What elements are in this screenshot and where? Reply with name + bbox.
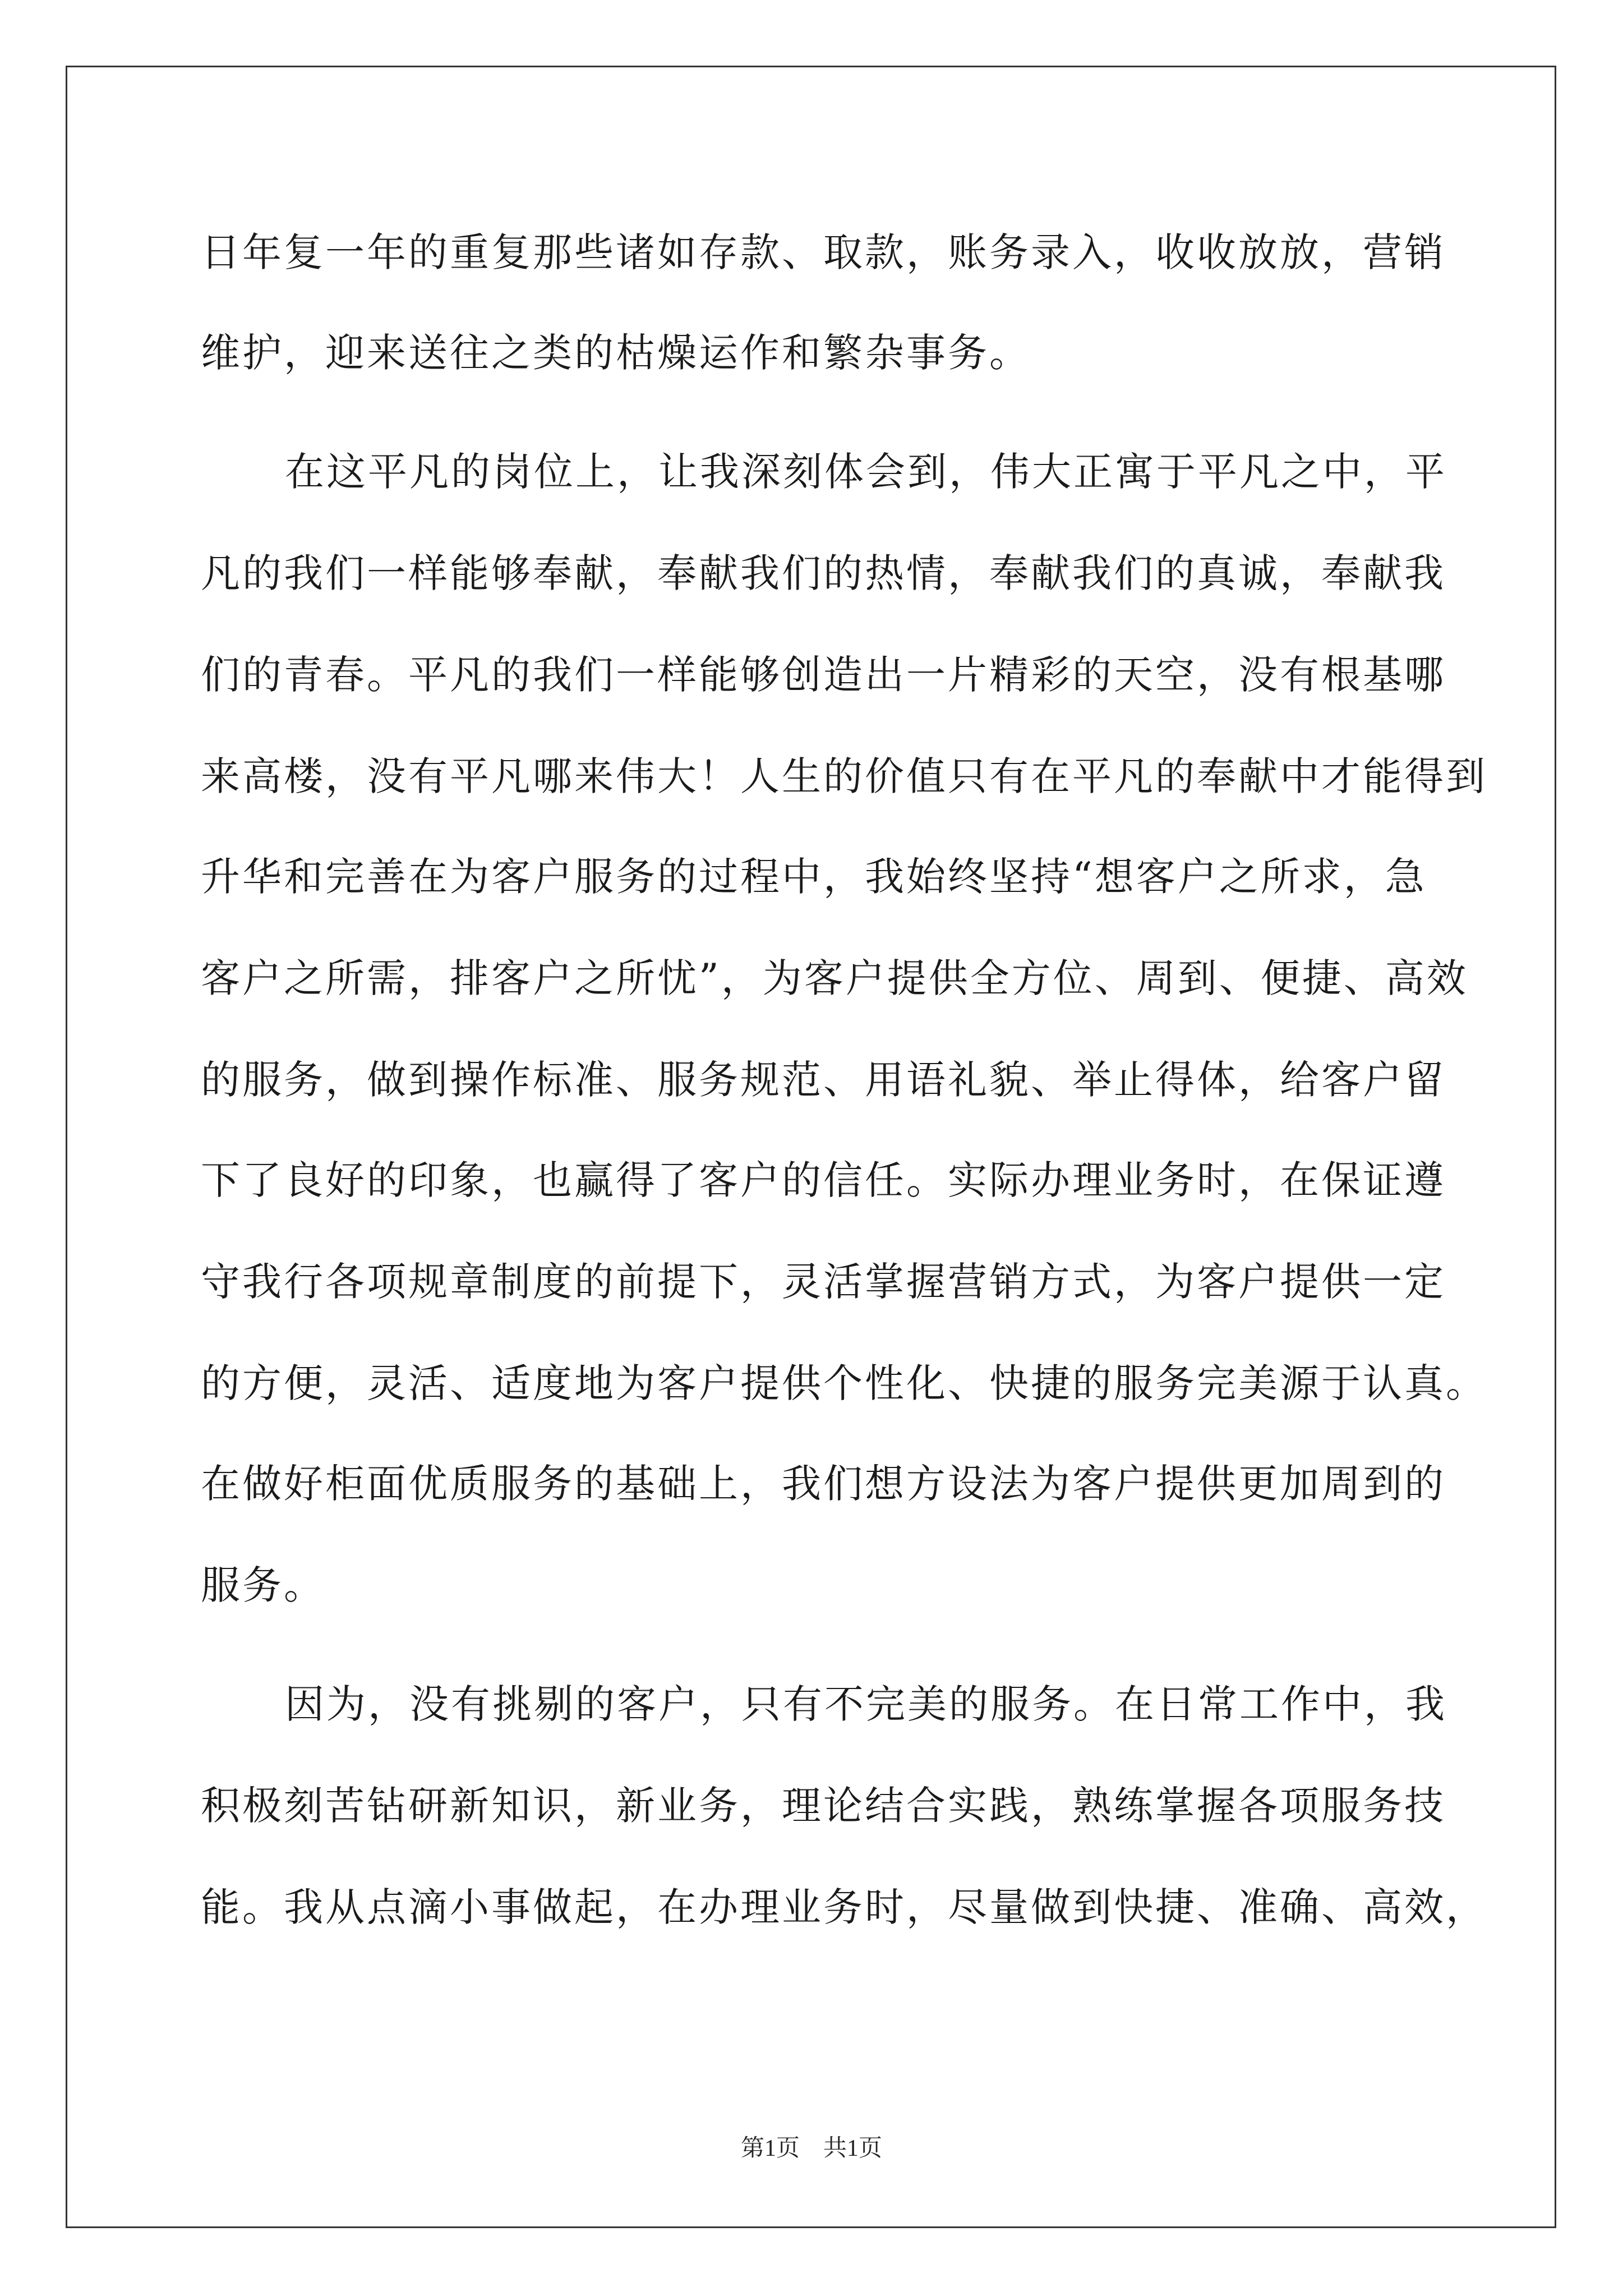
text-line: 因为，没有挑剔的客户，只有不完美的服务。在日常工作中，我 xyxy=(285,1681,1447,1727)
text-line: 下了良好的印象，也赢得了客户的信任。实际办理业务时，在保证遵 xyxy=(201,1157,1446,1203)
text-line: 服务。 xyxy=(201,1562,325,1608)
text-line: 日年复一年的重复那些诸如存款、取款，账务录入，收收放放，营销 xyxy=(201,229,1446,275)
text-line: 客户之所需，排客户之所忧”，为客户提供全方位、周到、便捷、高效 xyxy=(201,955,1468,1001)
text-line: 能。我从点滴小事做起，在办理业务时，尽量做到快捷、准确、高效， xyxy=(201,1884,1487,1930)
text-line: 的方便，灵活、适度地为客户提供个性化、快捷的服务完美源于认真。 xyxy=(201,1360,1487,1406)
text-line: 在这平凡的岗位上，让我深刻体会到，伟大正寓于平凡之中，平 xyxy=(285,449,1447,495)
text-line: 来高楼，没有平凡哪来伟大！人生的价值只有在平凡的奉献中才能得到 xyxy=(201,753,1487,799)
text-line: 在做好柜面优质服务的基础上，我们想方设法为客户提供更加周到的 xyxy=(201,1461,1446,1507)
text-line: 凡的我们一样能够奉献，奉献我们的热情，奉献我们的真诚，奉献我 xyxy=(201,550,1446,596)
text-line: 维护，迎来送往之类的枯燥运作和繁杂事务。 xyxy=(201,330,1031,376)
text-line: 升华和完善在为客户服务的过程中，我始终坚持“想客户之所求，急 xyxy=(201,854,1427,900)
text-line: 们的青春。平凡的我们一样能够创造出一片精彩的天空，没有根基哪 xyxy=(201,652,1446,698)
text-line: 的服务，做到操作标准、服务规范、用语礼貌、举止得体，给客户留 xyxy=(201,1057,1446,1103)
page-number: 第1页 共1页 xyxy=(740,2136,882,2161)
text-line: 积极刻苦钻研新知识，新业务，理论结合实践，熟练掌握各项服务技 xyxy=(201,1783,1446,1829)
text-line: 守我行各项规章制度的前提下，灵活掌握营销方式，为客户提供一定 xyxy=(201,1259,1446,1305)
